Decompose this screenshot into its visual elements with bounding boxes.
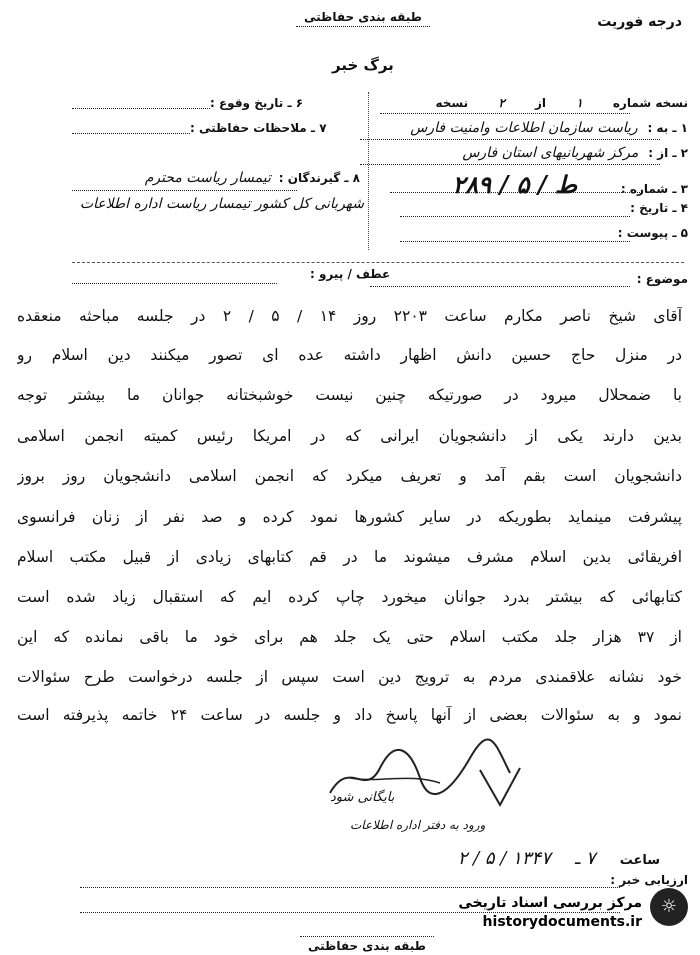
watermark-site: historydocuments.ir — [482, 914, 642, 930]
recipients-value-line2: شهربانی کل کشور تیمسار ریاست اداره اطلاعات — [79, 196, 364, 212]
body-line: آقای شیخ ناصر مکارم ساعت ۲۲۰۳ روز ۱۴ / ۵ / ۲ در جلسه مباحثه منعقده — [17, 307, 682, 325]
body-line: افریقائی بدین اسلام مشرف میشوند ما در قم کتابهای زیادی از قبیل مکتب اسلام — [17, 548, 682, 566]
copy-number-label: نسخه شماره — [612, 96, 688, 110]
from-value: مرکز شهربانیهای استان فارس — [462, 145, 639, 161]
copy-number-row — [376, 96, 688, 110]
body-line: بدین دارند یکی از دانشجویان ایرانی که در امریکا رئیس کمیته انجمن اسلامی — [17, 427, 682, 445]
body-line: نمود و به سئوالات بعضی از آنها پاسخ داد و جلسه در ساعت ۲۴ خاتمه پذیرفته است — [17, 706, 682, 724]
from-label: ۲ ـ از : — [648, 146, 688, 160]
to-value: ریاست سازمان اطلاعات وامنیت فارس — [410, 120, 638, 136]
number-label: ۳ ـ شماره : — [620, 182, 688, 196]
copy-number-value: ۱ — [576, 96, 583, 110]
body-line: از ۳۷ هزار جلد مکتب اسلام حتی یک جلد هم برای خود ما باقی نمانده که این — [17, 628, 682, 646]
column-divider — [368, 92, 369, 250]
received-date-value: ۱۳۴۷ / ۵ / ۲ — [457, 848, 551, 869]
of-value: ۲ — [498, 96, 505, 110]
recipients-label: ۸ ـ گیرندگان : — [278, 171, 360, 185]
number-row — [378, 170, 688, 199]
body-line: کتابهائی که بیشتر بدرد جوانان میخورد چاپ کرده ایم که استقبال زیاد شده است — [17, 588, 682, 606]
body-line: دانشجویان است بقم آمد و تعریف میکرد که انجمن اسلامی دانشجویان روز بروز — [17, 467, 682, 485]
received-line: ورود به دفتر اداره اطلاعات — [350, 818, 486, 832]
received-time-label: ساعت — [619, 853, 660, 868]
classification-bottom: طبقه بندی حفاظتی — [300, 936, 434, 953]
recipients-row — [90, 170, 360, 186]
recipients-value: تیمسار ریاست محترم — [144, 170, 271, 186]
archive-logo: ☼ — [650, 888, 688, 926]
copy-suffix: نسخه — [435, 96, 469, 110]
body-line: با ضمحلال میرود در صورتیکه چنین نیست خوشبختانه جوانان ما بیشتر توجه — [17, 386, 682, 404]
watermark-org: مرکز بررسی اسناد تاریخی — [458, 895, 642, 911]
form-title: برگ خبر — [332, 56, 394, 74]
classification-top: طبقه بندی حفاظتی — [296, 10, 430, 27]
reference-label: عطف / پیرو : — [310, 267, 391, 281]
attachment-row: ۵ ـ پیوست : — [617, 226, 688, 240]
to-label: ۱ ـ به : — [647, 121, 688, 135]
header-divider — [72, 262, 684, 263]
to-row — [358, 120, 688, 136]
event-date-row: ۶ ـ تاریخ وقوع : — [210, 96, 304, 110]
received-time-row — [330, 848, 660, 869]
urgency-label: درجه فوریت — [597, 14, 682, 30]
receiver-label: ارزیابی خبر : — [610, 873, 688, 887]
remarks-row: ۷ ـ ملاحظات حفاظتی : — [190, 121, 327, 135]
handwritten-note: بایگانی شود — [330, 790, 395, 805]
body-line: خود نشانه علاقمندی مردم به ترویج دین است سپس از جلسه درخواست طرح سئوالات — [17, 668, 682, 686]
body-line: در منزل حاج حسین دانش اظهار داشته عده ای تصور میکنند دین اسلام رو — [17, 346, 682, 364]
date-row: ۴ ـ تاریخ : — [630, 201, 688, 215]
subject-label: موضوع : — [636, 272, 688, 286]
initials-mark — [470, 760, 530, 810]
of-label: از — [534, 96, 546, 110]
from-row — [358, 145, 688, 161]
body-line: پیشرفت مینماید بطوریکه در سایر کشورها نمود کرده و صد نفر از زنان فرانسوی — [17, 508, 682, 526]
number-value: ط / ۵ / ۲۸۹ — [452, 170, 578, 199]
received-time-value: ۷ ـ — [574, 848, 596, 869]
